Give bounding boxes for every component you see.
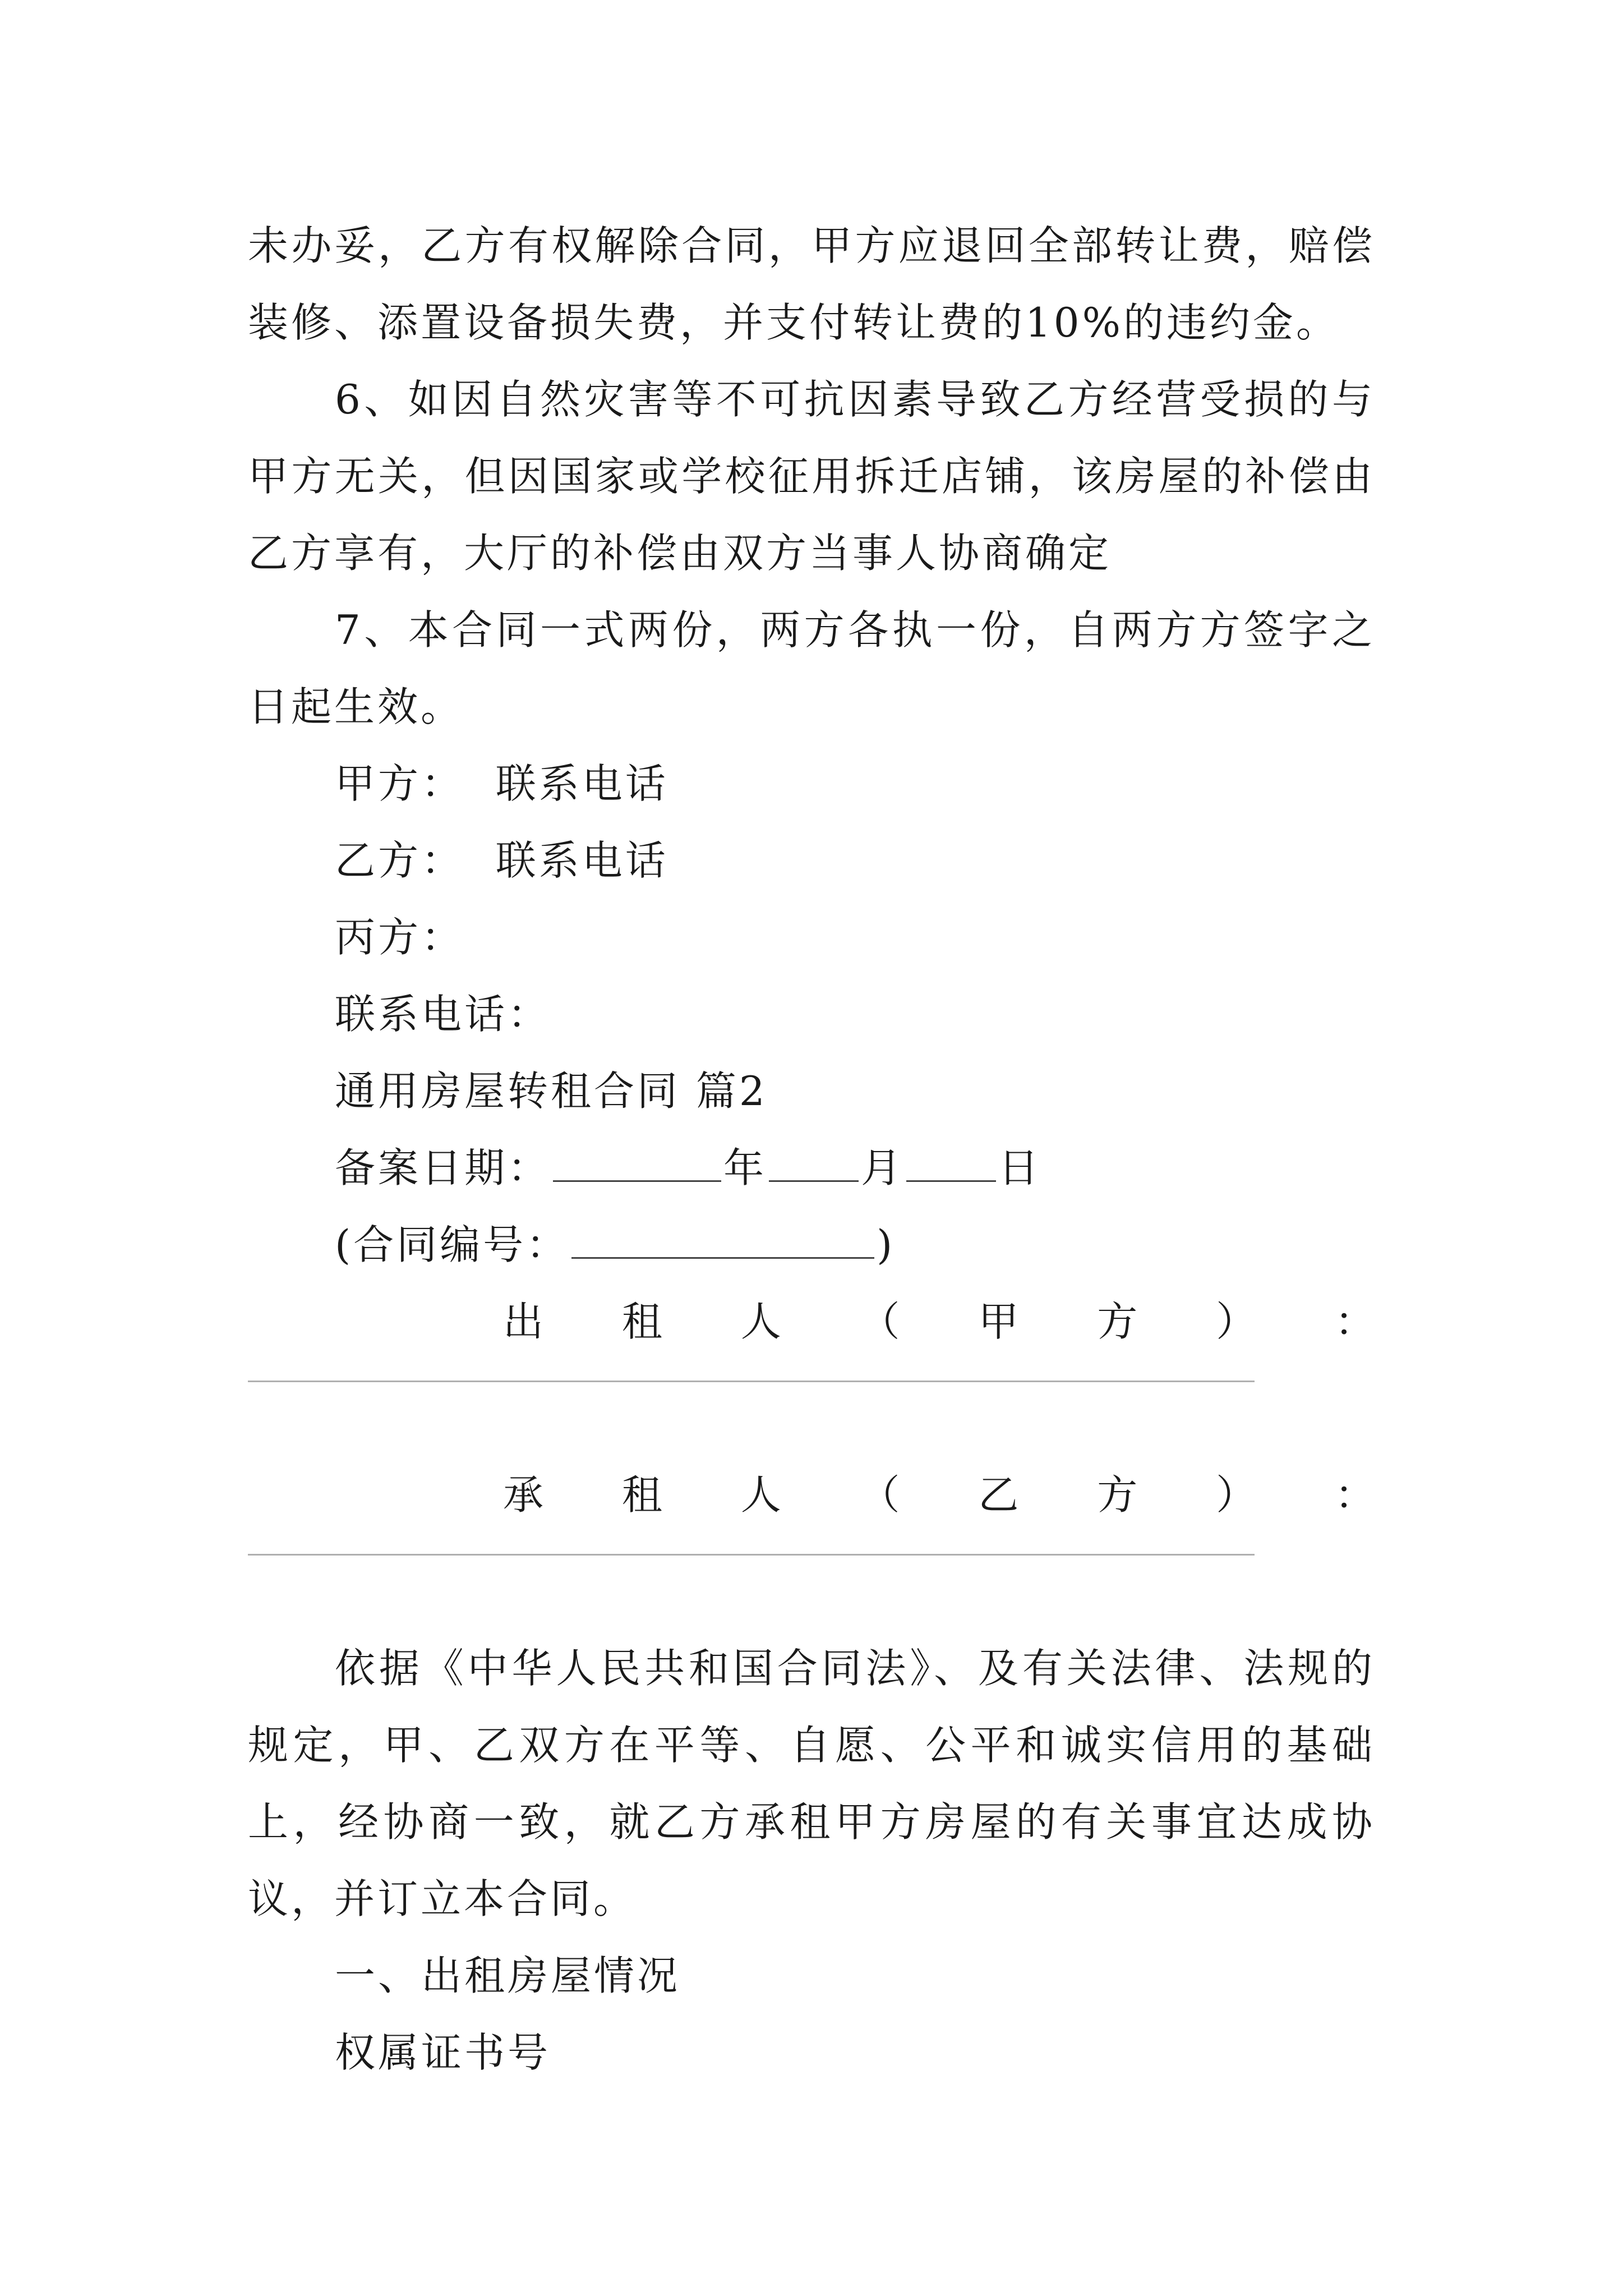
- lessor-char: ：: [1334, 1298, 1375, 1345]
- signature-party-b: 乙方： 联系电话: [335, 837, 668, 884]
- paragraph-force-majeure: 6、如因自然灾害等不可抗因素导致乙方经营受损的与甲方无关，但因国家或学校征用拆迁店铺，该房屋的补偿由乙方享有，大厅的补偿由双方当事人协商确定: [248, 376, 1375, 577]
- filing-date-line: [248, 1130, 1375, 1207]
- lessee-char: 方: [1097, 1471, 1138, 1519]
- contract-number-blank[interactable]: [571, 1223, 874, 1259]
- lessee-char: 承: [503, 1471, 544, 1519]
- certificate-number-label: 权属证书号: [335, 2029, 551, 2076]
- lessor-char: 出: [503, 1298, 544, 1345]
- signature-phone: 联系电话：: [335, 991, 551, 1038]
- lessee-char: 人: [740, 1471, 781, 1519]
- lessee-fill-line[interactable]: [248, 1554, 1255, 1556]
- paragraph-copies: 7、本合同一式两份，两方各执一份，自两方方签字之日起生效。: [248, 606, 1375, 730]
- signature-party-a: 甲方： 联系电话: [335, 760, 668, 807]
- contract2-heading: 通用房屋转租合同 篇2: [335, 1068, 768, 1115]
- lessee-char: 乙: [978, 1471, 1019, 1519]
- lessor-char: ）: [1216, 1298, 1257, 1345]
- paragraph-breach-terms: 未办妥，乙方有权解除合同，甲方应退回全部转让费，赔偿装修、添置设备损失费，并支付转让费的10%的违约金。: [248, 222, 1375, 346]
- year-label: 年: [723, 1144, 767, 1191]
- contract-number-label: (合同编号：: [335, 1221, 570, 1268]
- section-rental-property: 一、出租房屋情况: [335, 1952, 681, 1999]
- paragraph-intro: 依据《中华人民共和国合同法》、及有关法律、法规的规定，甲、乙双方在平等、自愿、公平和诚实信用的基础上，经协商一致，就乙方承租甲方房屋的有关事宜达成协议，并订立本合同。: [248, 1645, 1375, 1922]
- document-body: [248, 208, 1375, 2091]
- day-blank[interactable]: [906, 1147, 996, 1182]
- lessee-char: （: [859, 1471, 900, 1519]
- lessor-char: 人: [740, 1298, 781, 1345]
- year-blank[interactable]: [553, 1147, 721, 1182]
- filing-date-label: 备案日期：: [335, 1144, 551, 1191]
- lessee-line: [248, 1457, 1375, 1534]
- lessee-char: ：: [1334, 1471, 1375, 1519]
- month-label: 月: [861, 1144, 905, 1191]
- lessor-char: 方: [1097, 1298, 1138, 1345]
- month-blank[interactable]: [769, 1147, 859, 1182]
- contract-number-line: [248, 1207, 1375, 1283]
- lessor-char: 租: [621, 1298, 662, 1345]
- lessor-char: 甲: [978, 1298, 1019, 1345]
- lessor-fill-line[interactable]: [248, 1381, 1255, 1382]
- day-label: 日: [998, 1144, 1042, 1191]
- signature-party-c: 丙方：: [335, 914, 465, 961]
- lessee-fill-area: [248, 1554, 1375, 1630]
- lessor-char: （: [859, 1298, 900, 1345]
- lessee-char: ）: [1216, 1471, 1257, 1519]
- lessee-char: 租: [621, 1471, 662, 1519]
- lessor-fill-area: [248, 1381, 1375, 1457]
- contract-number-close: ): [877, 1221, 896, 1268]
- lessor-line: [248, 1283, 1375, 1360]
